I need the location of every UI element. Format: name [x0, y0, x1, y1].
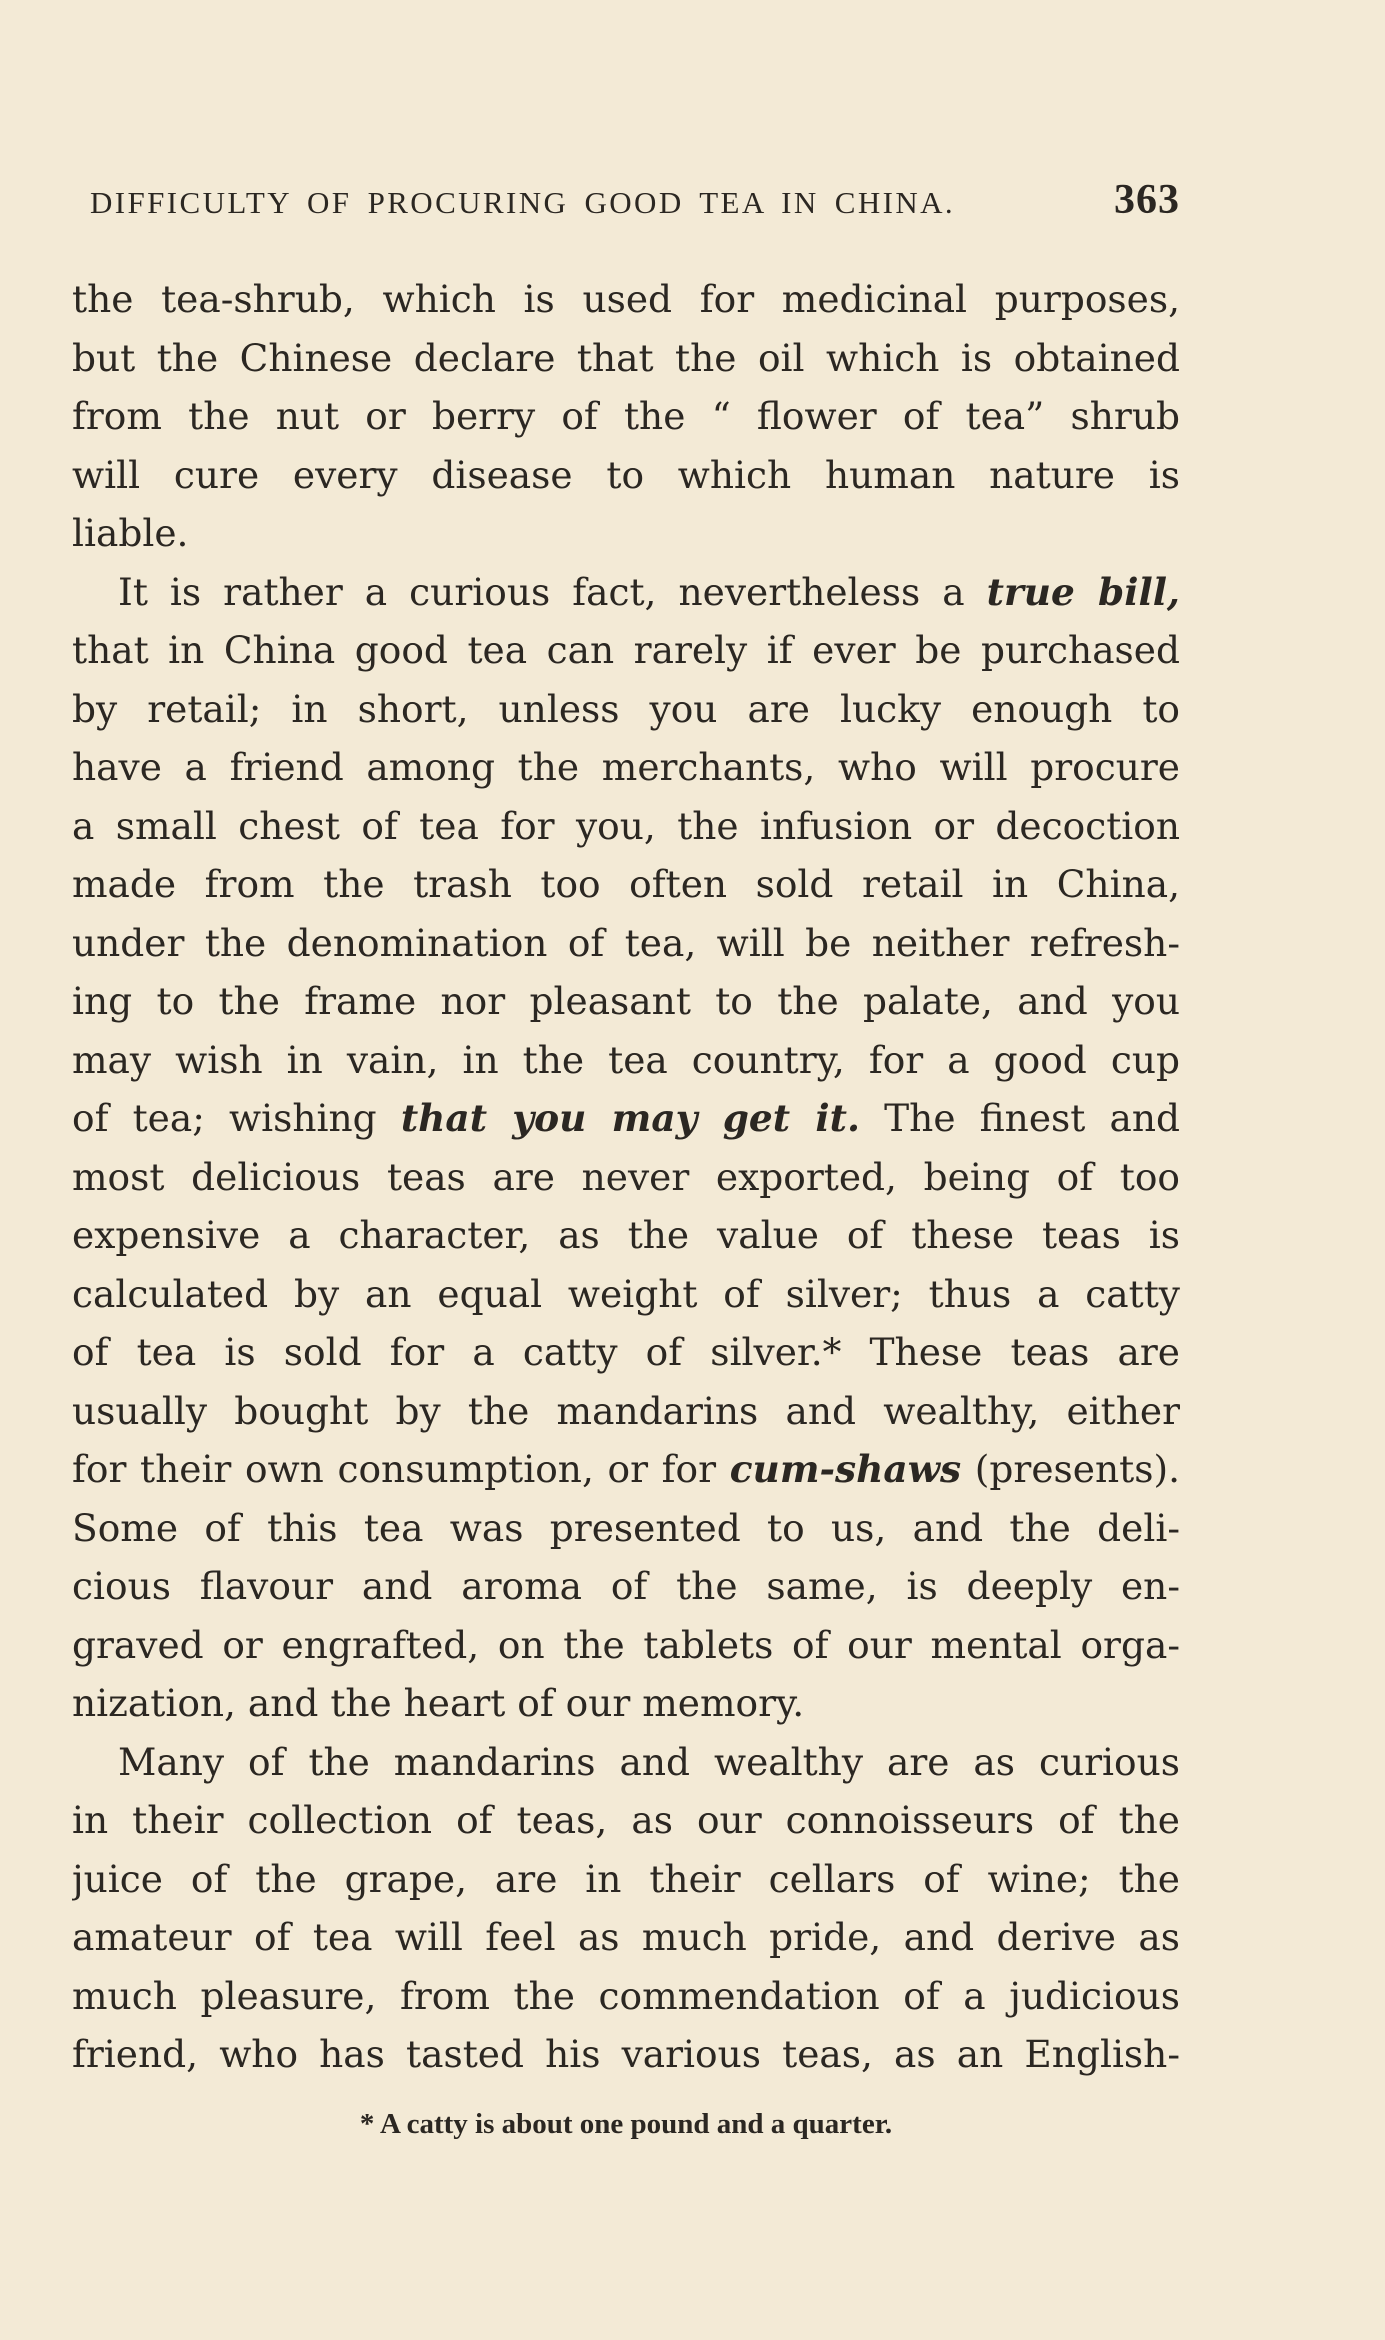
text-segment: (presents).	[974, 1447, 1180, 1491]
text-line: liable.	[72, 511, 189, 555]
running-head	[90, 176, 1180, 236]
footnote: * A catty is about one pound and a quarter.	[359, 2108, 893, 2140]
text-line: the tea-shrub, which is used for medicinal purposes,	[72, 277, 1180, 321]
text-line: Many of the mandarins and wealthy are as curious	[118, 1739, 1180, 1784]
running-title: DIFFICULTY OF PROCURING GOOD TEA IN CHINA.	[90, 185, 956, 220]
italic-phrase: cum-shaws	[729, 1447, 962, 1491]
text-line: nization, and the heart of our memory.	[72, 1681, 805, 1725]
text-line: by retail; in short, unless you are lucky enough to	[72, 686, 1180, 731]
italic-phrase: true bill,	[986, 569, 1180, 614]
text-line	[72, 1089, 1180, 1148]
text-line: may wish in vain, in the tea country, for a good cup	[72, 1037, 1180, 1082]
text-line: graved or engrafted, on the tablets of our mental orga-	[72, 1622, 1180, 1667]
body-text	[72, 270, 1180, 2084]
text-line: calculated by an equal weight of silver; thus a catty	[72, 1271, 1180, 1316]
text-line: much pleasure, from the commendation of a judicious	[72, 1973, 1180, 2018]
text-segment: The finest and	[884, 1096, 1180, 1140]
text-segment: of tea; wishing	[72, 1096, 377, 1140]
text-line: a small chest of tea for you, the infusion or decoction	[72, 803, 1180, 848]
text-line	[72, 563, 1180, 622]
text-line: usually bought by the mandarins and wealthy, either	[72, 1388, 1180, 1433]
text-line: ing to the frame nor pleasant to the palate, and you	[72, 979, 1180, 1023]
page-number: 363	[1114, 177, 1180, 223]
text-segment: It is rather a curious fact, nevertheless a	[118, 569, 965, 614]
text-line: of tea is sold for a catty of silver.* These teas are	[72, 1330, 1180, 1374]
text-line: most delicious teas are never exported, being of too	[72, 1154, 1180, 1199]
text-line: friend, who has tasted his various teas, as an English-	[72, 2032, 1180, 2076]
text-line: cious flavour and aroma of the same, is deeply en-	[72, 1564, 1180, 1608]
text-segment: for their own consumption, or for	[72, 1447, 717, 1491]
italic-phrase: that you may get it.	[400, 1096, 861, 1140]
text-line: have a friend among the merchants, who will procure	[72, 745, 1180, 789]
text-line: Some of this tea was presented to us, and the deli-	[72, 1505, 1180, 1550]
text-line: under the denomination of tea, will be neither refresh-	[72, 920, 1180, 965]
text-line: in their collection of teas, as our connoisseurs of the	[72, 1798, 1180, 1842]
text-line: that in China good tea can rarely if ever be purchased	[72, 628, 1180, 672]
text-line: made from the trash too often sold retail in China,	[72, 862, 1180, 906]
text-line: from the nut or berry of the “ flower of tea” shrub	[72, 394, 1180, 438]
text-line: amateur of tea will feel as much pride, and derive as	[72, 1915, 1180, 1959]
text-line: expensive a character, as the value of these teas is	[72, 1213, 1180, 1257]
text-line	[72, 1440, 1180, 1499]
text-line: but the Chinese declare that the oil which is obtained	[72, 335, 1180, 380]
text-line: will cure every disease to which human nature is	[72, 452, 1180, 497]
text-line: juice of the grape, are in their cellars of wine; the	[72, 1856, 1180, 1901]
